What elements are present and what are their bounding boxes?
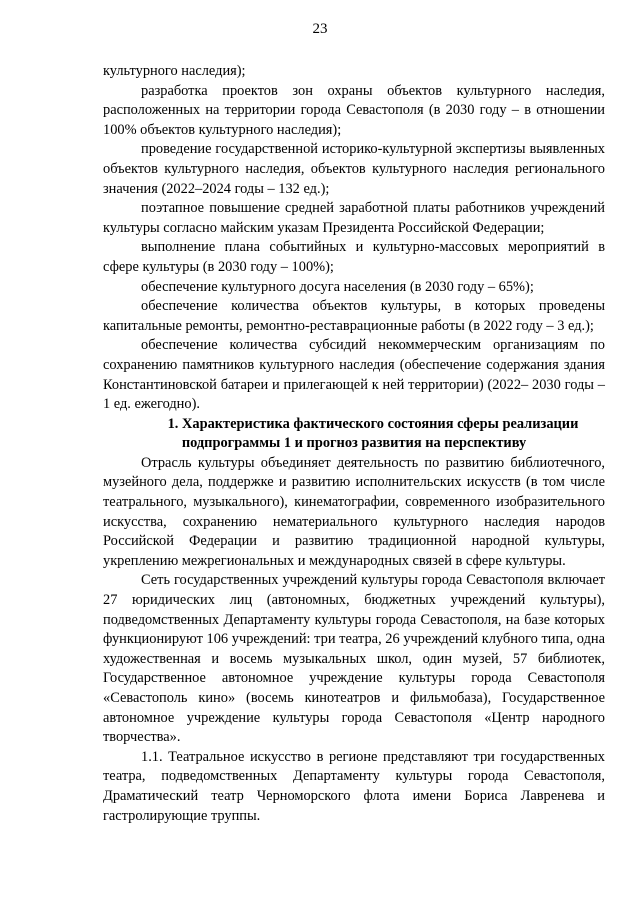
list-item-paragraph: обеспечение количества объектов культуры, в которых проведены капитальные ремонты, ремонтно-реставрационные работы (в 2022 году – 3 ед.); bbox=[103, 298, 605, 334]
page-number: 23 bbox=[312, 21, 328, 37]
list-item-paragraph: поэтапное повышение средней заработной платы работников учреждений культуры согласно майским указам Президента Российской Федерации; bbox=[103, 200, 605, 236]
body-paragraph: 1.1. Театральное искусство в регионе представляют три государственных театра, подведомственных Департаменту культуры города Севастополя, Драматический театр Черноморского флота имени Бориса Лавренева и гастролирующие труппы. bbox=[103, 748, 605, 824]
list-item-paragraph: обеспечение культурного досуга населения (в 2030 году – 65%); bbox=[141, 278, 534, 295]
body-paragraph: Сеть государственных учреждений культуры города Севастополя включает 27 юридических лиц (автономных, бюджетных учреждений культуры), подведомственных Департаменту культуры города Севастополя, на базе которых функционируют 106 учреждений: три театра, 26 учреждений клубного типа, одна художественная и восемь музыкальных школ, один музей, 57 библиотек, Государственное автономное учреждение культуры города Севастополя «Севастополь кино» (восемь кинотеатров и фильмобаза), Государственное автономное учреждение культуры города Севастополя «Центр народного творчества». bbox=[103, 572, 605, 746]
list-item-paragraph: проведение государственной историко-культурной экспертизы выявленных объектов культурного наследия, объектов культурного наследия регионального значения (2022–2024 годы – 132 ед.); bbox=[103, 141, 605, 197]
page-content bbox=[103, 62, 605, 826]
section-heading: 1. Характеристика фактического состояния сферы реализации подпрограммы 1 и прогноз развития на перспективу bbox=[167, 415, 579, 452]
list-item-paragraph: обеспечение количества субсидий некоммерческим организациям по сохранению памятников культурного наследия (обеспечение содержания здания Константиновской батареи и прилегающей к ней территории) (2022– 2030 годы – 1 ед. ежегодно). bbox=[103, 337, 605, 413]
list-item-paragraph: выполнение плана событийных и культурно-массовых мероприятий в сфере культуры (в 2030 году – 100%); bbox=[103, 239, 605, 275]
body-paragraph: Отрасль культуры объединяет деятельность по развитию библиотечного, музейного дела, поддержке и развитию исполнительских искусств (в том числе театрального, музыкального), кинематографии, современного изобразительного искусства, сохранению нематериального культурного наследия народов Российской Федерации и развитию традиционной народной культуры, укреплению межрегиональных и международных связей в сфере культуры. bbox=[103, 454, 605, 569]
list-item-paragraph: разработка проектов зон охраны объектов культурного наследия, расположенных на территории города Севастополя (в 2030 году – в отношении 100% объектов культурного наследия); bbox=[103, 82, 605, 138]
paragraph-continuation: культурного наследия); bbox=[103, 63, 246, 79]
